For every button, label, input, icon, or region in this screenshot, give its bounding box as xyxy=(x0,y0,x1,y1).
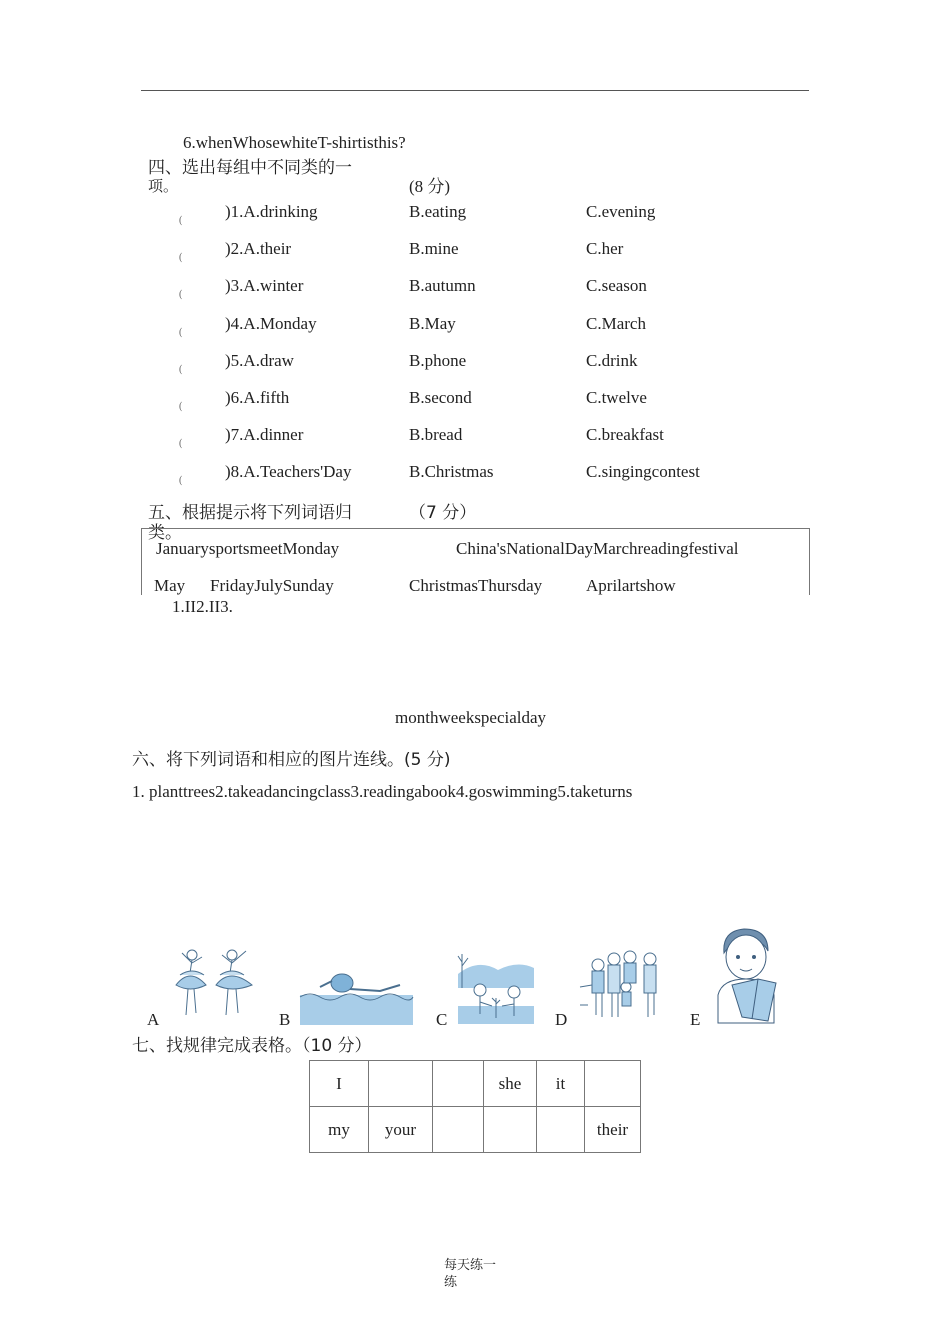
question-option-a: )7.A.dinner xyxy=(225,425,304,444)
table-cell: she xyxy=(484,1061,537,1107)
word-bank-row2-c: ChristmasThursday xyxy=(409,576,543,595)
answer-paren[interactable]: ( xyxy=(179,475,183,486)
table-cell[interactable] xyxy=(433,1061,484,1107)
label-a: A xyxy=(147,1010,160,1029)
question-option-c: C.March xyxy=(586,314,646,333)
footer-line-1: 每天练一 xyxy=(444,1258,497,1273)
word-bank-row1-a: JanuarysportsmeetMonday xyxy=(156,539,340,558)
answer-paren[interactable]: ( xyxy=(179,289,183,300)
question-option-c: C.her xyxy=(586,239,624,258)
answer-paren[interactable]: ( xyxy=(179,215,183,226)
table-cell: my xyxy=(310,1107,369,1153)
section-4-title: 四、选出每组中不同类的一 xyxy=(148,158,352,178)
planting-trees-picture xyxy=(458,948,534,1024)
table-row xyxy=(310,1107,641,1153)
dancing-girls-picture xyxy=(170,945,262,1023)
question-option-c: C.drink xyxy=(586,351,638,370)
answer-paren[interactable]: ( xyxy=(179,401,183,412)
section-6-title: 六、将下列词语和相应的图片连线。(5 分) xyxy=(132,750,451,770)
question-option-c: C.breakfast xyxy=(586,425,664,444)
label-c: C xyxy=(436,1010,448,1029)
question-option-a: )4.A.Monday xyxy=(225,314,317,333)
footer-line-2: 练 xyxy=(444,1275,458,1290)
answer-paren[interactable]: ( xyxy=(179,438,183,449)
blank-labels: 1.II2.II3. xyxy=(172,597,233,616)
answer-paren[interactable]: ( xyxy=(179,327,183,338)
word-bank-row1-b: China'sNationalDayMarchreadingfestival xyxy=(456,539,739,558)
table-cell[interactable] xyxy=(585,1061,641,1107)
question-option-c: C.evening xyxy=(586,202,656,221)
section-4-title-cont: 项。 xyxy=(148,177,179,195)
table-cell[interactable] xyxy=(537,1107,585,1153)
question-option-b: B.Christmas xyxy=(409,462,494,481)
question-option-c: C.twelve xyxy=(586,388,647,407)
question-option-b: B.eating xyxy=(409,202,467,221)
section-6-phrases: 1. planttrees2.takeadancingclass3.readingabook4.goswimming5.taketurns xyxy=(132,782,633,801)
question-option-b: B.autumn xyxy=(409,276,476,295)
table-cell: their xyxy=(585,1107,641,1153)
question-option-c: C.singingcontest xyxy=(586,462,700,481)
question-option-a: )5.A.draw xyxy=(225,351,294,370)
question-option-b: B.second xyxy=(409,388,472,407)
pronoun-table xyxy=(309,1060,641,1153)
question-option-c: C.season xyxy=(586,276,647,295)
question-option-b: B.phone xyxy=(409,351,467,370)
section-5-title: 五、根据提示将下列词语归 xyxy=(148,503,352,523)
table-cell: it xyxy=(537,1061,585,1107)
question-option-a: )2.A.their xyxy=(225,239,292,258)
word-bank-row2-a: May xyxy=(154,576,186,595)
word-bank-row2-d: Aprilartshow xyxy=(586,576,676,595)
swimming-picture xyxy=(300,965,413,1025)
section-4-score: (8 分) xyxy=(409,177,451,196)
word-bank-row2-b: FridayJulySunday xyxy=(210,576,334,595)
reading-boy-picture xyxy=(712,925,780,1023)
table-cell[interactable] xyxy=(484,1107,537,1153)
question-option-a: )3.A.winter xyxy=(225,276,304,295)
label-e: E xyxy=(690,1010,701,1029)
table-cell: your xyxy=(369,1107,433,1153)
question-6-line: 6.whenWhosewhiteT-shirtisthis? xyxy=(183,133,406,152)
label-d: D xyxy=(555,1010,568,1029)
question-option-a: )1.A.drinking xyxy=(225,202,318,221)
table-cell[interactable] xyxy=(369,1061,433,1107)
category-labels: monthweekspecialday xyxy=(395,708,547,727)
answer-paren[interactable]: ( xyxy=(179,364,183,375)
table-row xyxy=(310,1061,641,1107)
table-cell: I xyxy=(310,1061,369,1107)
top-rule xyxy=(141,90,809,91)
section-5-title-cut: 类。 xyxy=(148,523,182,543)
question-option-a: )8.A.Teachers'Day xyxy=(225,462,352,481)
question-option-b: B.May xyxy=(409,314,456,333)
table-cell[interactable] xyxy=(433,1107,484,1153)
question-option-b: B.mine xyxy=(409,239,459,258)
section-5-score: （7 分） xyxy=(409,503,477,523)
taking-turns-picture xyxy=(578,945,666,1023)
question-option-b: B.bread xyxy=(409,425,463,444)
question-option-a: )6.A.fifth xyxy=(225,388,290,407)
answer-paren[interactable]: ( xyxy=(179,252,183,263)
label-b: B xyxy=(279,1010,291,1029)
footer xyxy=(444,1257,504,1291)
section-7-title: 七、找规律完成表格。（10 分） xyxy=(132,1036,372,1056)
